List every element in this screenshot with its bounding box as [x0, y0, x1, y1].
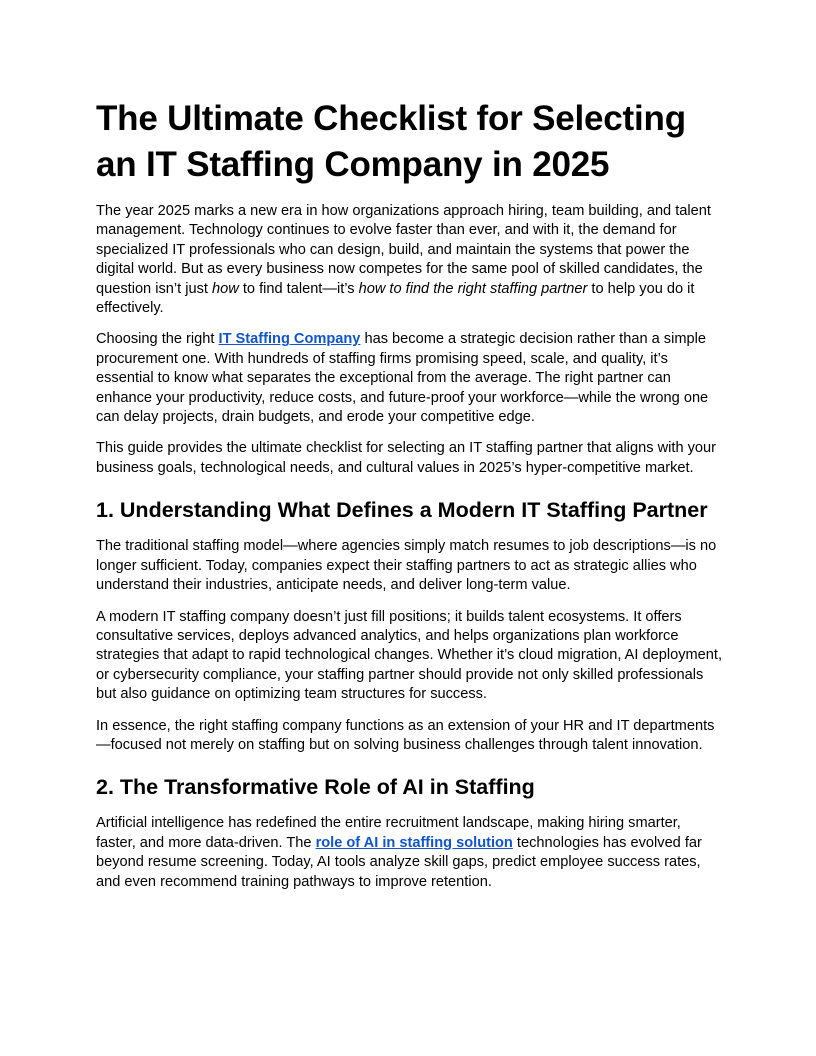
intro-p1-text-c: to help you do it effectively. — [96, 280, 695, 317]
section-1-paragraph-1: The traditional staffing model—where agencies simply match resumes to job descriptions—is no longer sufficient. Today, companies expect their staffing partners to act as strategic allies who understand their industries, anticipate needs, and deliver long-term value. — [96, 538, 717, 594]
intro-p1-emphasis-how: how — [212, 280, 239, 297]
intro-p1-text-a: The year 2025 marks a new era in how organizations approach hiring, team building, and talent management. Technology continues to evolve faster than ever, and with it, the demand for specialized IT professionals who can design, build, and maintain the systems that power the digital world. But as every business now competes for the same pool of skilled candidates, the question isn’t just — [96, 203, 711, 297]
section-1-paragraph-3: In essence, the right staffing company functions as an extension of your HR and IT departments—focused not merely on staffing but on solving business challenges through talent innovation. — [96, 717, 715, 753]
section-2-heading: 2. The Transformative Role of AI in Staffing — [96, 775, 535, 800]
intro-paragraph-3: This guide provides the ultimate checklist for selecting an IT staffing partner that aligns with your business goals, technological needs, and cultural values in 2025’s hyper-competitive market. — [96, 440, 717, 476]
intro-paragraph-2 — [96, 330, 722, 427]
document-page — [96, 96, 722, 904]
section-2-paragraph-1 — [96, 814, 722, 892]
page-title: The Ultimate Checklist for Selecting an IT Staffing Company in 2025 — [96, 99, 686, 184]
section-1-paragraph-2: A modern IT staffing company doesn’t just fill positions; it builds talent ecosystems. It offers consultative services, deploys advanced analytics, and helps organizations plan workforce strategies that adapt to rapid technological changes. Whether it’s cloud migration, AI deployment, or cybersecurity compliance, your staffing partner should provide not only skilled professionals but also guidance on optimizing team structures for success. — [96, 608, 723, 703]
intro-p1-emphasis-partner: how to find the right staffing partner — [358, 280, 588, 297]
section-2-p1-text-after: technologies has evolved far beyond resume screening. Today, AI tools analyze skill gaps, predict employee success rates, and even recommend training pathways to improve retention. — [96, 834, 702, 890]
intro-p2-text-after: has become a strategic decision rather than a simple procurement one. With hundreds of staffing firms promising speed, scale, and quality, it’s essential to know what separates the exceptional from the average. The right partner can enhance your productivity, reduce costs, and future-proof your workforce—while the wrong one can delay projects, drain budgets, and erode your competitive edge. — [96, 331, 709, 426]
intro-p1-text-b: to find talent—it’s — [238, 280, 359, 297]
section-1-heading: 1. Understanding What Defines a Modern IT Staffing Partner — [96, 498, 708, 523]
it-staffing-company-link[interactable]: IT Staffing Company — [218, 331, 361, 348]
intro-paragraph-1 — [96, 202, 722, 318]
section-2-p1-text-before: Artificial intelligence has redefined the entire recruitment landscape, making hiring smarter, faster, and more data-driven. The — [96, 815, 681, 851]
role-of-ai-link[interactable]: role of AI in staffing solution — [315, 834, 513, 851]
intro-p2-text-before: Choosing the right — [96, 331, 219, 348]
